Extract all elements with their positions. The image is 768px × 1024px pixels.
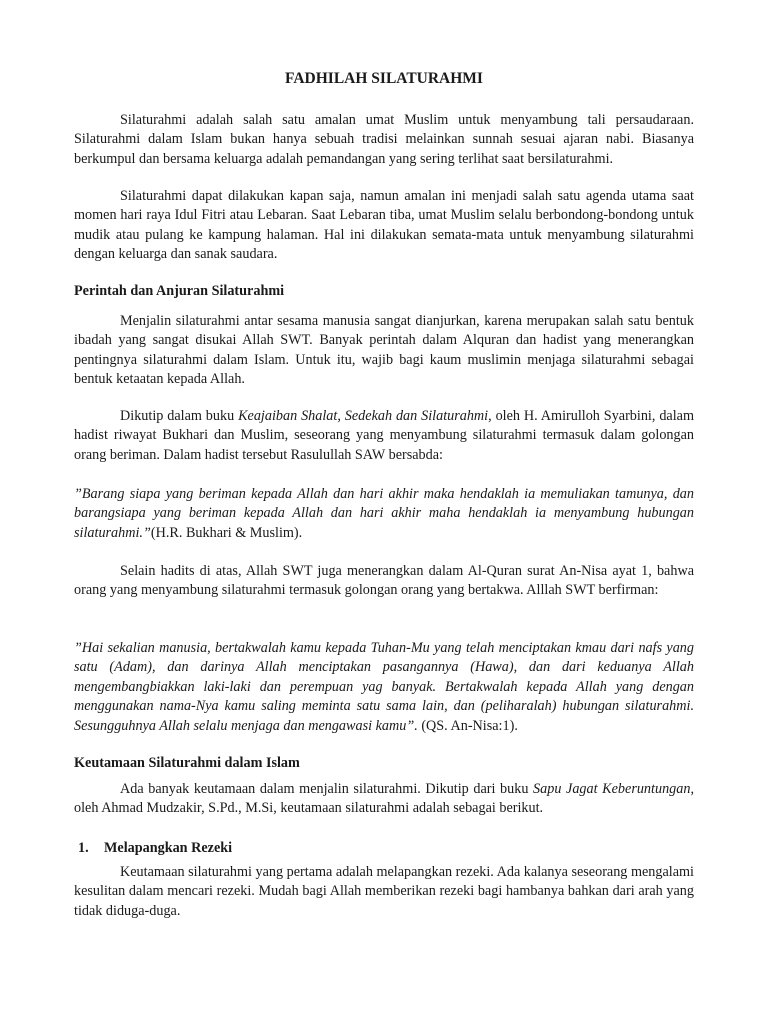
list-item-number: 1.	[78, 840, 89, 856]
paragraph-dikutip-text-b: , oleh H. Amirulloh Syarbini, dalam hadist riwayat Bukhari dan Muslim, seseorang yang menyambung silaturahmi termasuk dalam golongan orang beriman. Dalam hadist tersebut Rasulullah SAW bersabda:	[74, 408, 694, 463]
paragraph-dikutip-text-a: Dikutip dalam buku	[120, 408, 239, 424]
heading-perintah: Perintah dan Anjuran Silaturahmi	[74, 283, 285, 299]
paragraph-rezeki: Keutamaan silaturahmi yang pertama adalah melapangkan rezeki. Ada kalanya seseorang mengalami kesulitan dalam mencari rezeki. Mudah bagi Allah memberikan rezeki bagi hambanya bahkan dari arah yang tidak diduga-duga.	[74, 864, 694, 919]
paragraph-keutamaan-text-a: Ada banyak keutamaan dalam menjalin silaturahmi. Dikutip dari buku	[120, 781, 534, 797]
book-title-keajaiban: Keajaiban Shalat, Sedekah dan Silaturahmi	[238, 408, 489, 424]
paragraph-keutamaan	[74, 780, 694, 819]
document-title: FADHILAH SILATURAHMI	[285, 70, 483, 87]
list-item-heading	[78, 840, 232, 857]
quran-reference: (QS. An-Nisa:1).	[421, 717, 518, 734]
paragraph-dikutip	[74, 407, 694, 465]
paragraph-lebaran: Silaturahmi dapat dilakukan kapan saja, namun amalan ini menjadi salah satu agenda utama saat momen hari raya Idul Fitri atau Lebaran. Saat Lebaran tiba, umat Muslim selalu berbondong-bondong untuk mudik atau pulang ke kampung halaman. Hal ini dilakukan semata-mata untuk menyambung silaturahmi dengan keluarga dan sanak saudara.	[74, 188, 694, 263]
book-title-sapu-jagat: Sapu Jagat Keberuntungan	[533, 781, 691, 797]
hadith-quote-text: ”Barang siapa yang beriman kepada Allah dan hari akhir maka hendaklah ia memuliakan tamunya, dan barangsiapa yang beriman kepada Allah dan hari akhir maha hendaklah ia menyambung hubungan silaturahmi.”	[74, 486, 694, 541]
quran-quote-text: ”Hai sekalian manusia, bertakwalah kamu kepada Tuhan-Mu yang telah menciptakan kmau dari nafs yang satu (Adam), dan darinya Allah menciptakan pasangannya (Hawa), dan dari keduanya Allah mengembangbiakkan laki-laki dan perempuan yag banyak. Bertakwalah kepada Allah yang dengan menggunakan nama-Nya kamu saling meminta satu sama lain, dan (peliharalah) hubungan silaturahmi. Sesungguhnya Allah selalu menjaga dan mengawasi kamu”.	[74, 640, 694, 734]
list-item-title: Melapangkan Rezeki	[104, 840, 233, 856]
paragraph-keutamaan-text-b: , oleh Ahmad Mudzakir, S.Pd., M.Si, keutamaan silaturahmi adalah sebagai berikut.	[74, 781, 694, 817]
hadith-quote	[74, 485, 694, 543]
quran-quote	[74, 639, 694, 736]
hadith-reference: (H.R. Bukhari & Muslim).	[150, 524, 303, 541]
paragraph-anjuran: Menjalin silaturahmi antar sesama manusia sangat dianjurkan, karena merupakan salah satu bentuk ibadah yang sangat disukai Allah SWT. Banyak perintah dalam Alquran dan hadist yang menerangkan pentingnya silaturahmi dalam Islam. Untuk itu, wajib bagi kaum muslimin menjaga silaturahmi sebagai bentuk ketaatan kepada Allah.	[74, 313, 694, 388]
paragraph-intro: Silaturahmi adalah salah satu amalan umat Muslim untuk menyambung tali persaudaraan. Silaturahmi dalam Islam bukan hanya sebuah tradisi melainkan sunnah sesuai ajaran nabi. Biasanya berkumpul dan bersama keluarga adalah pemandangan yang sering terlihat saat bersilaturahmi.	[74, 112, 694, 167]
paragraph-an-nisa: Selain hadits di atas, Allah SWT juga menerangkan dalam Al-Quran surat An-Nisa ayat 1, bahwa orang yang menyambung silaturahmi termasuk golongan orang yang bertakwa. Alllah SWT berfirman:	[74, 563, 694, 599]
heading-keutamaan: Keutamaan Silaturahmi dalam Islam	[74, 755, 300, 771]
